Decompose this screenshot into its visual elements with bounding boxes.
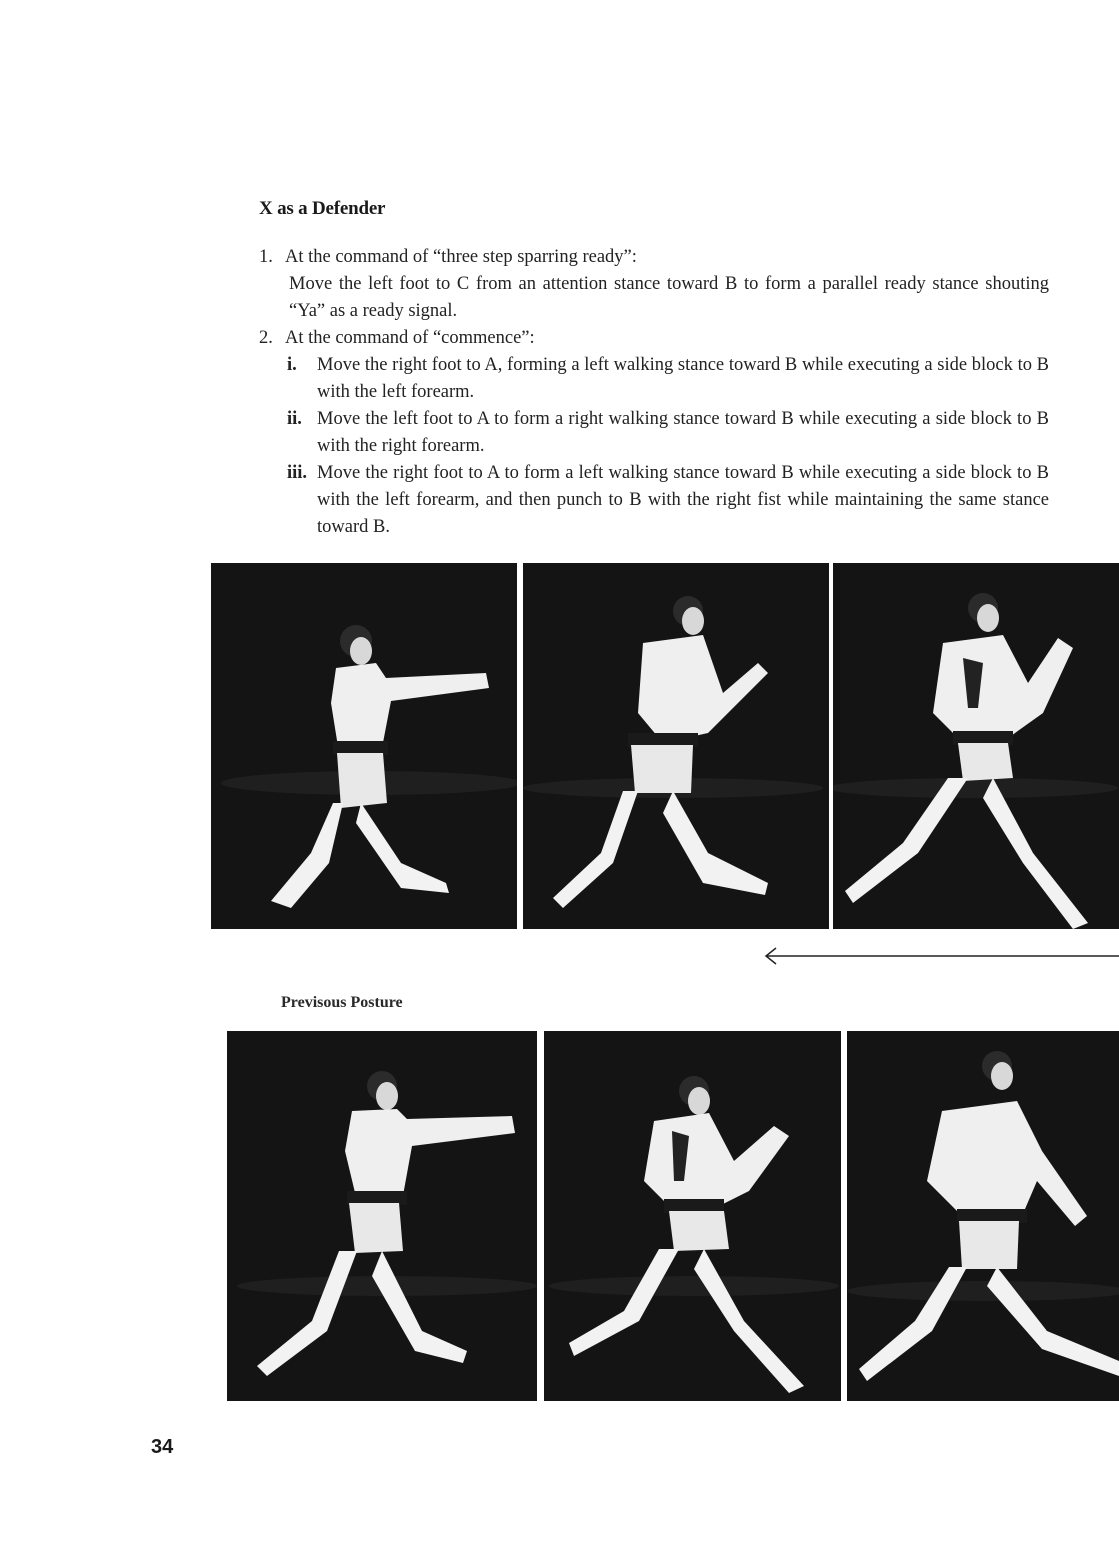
substep-numeral: iii.	[287, 463, 308, 483]
photo-bottom-3	[847, 1031, 1119, 1401]
martial-artist-figure-icon	[523, 563, 829, 929]
substep-text: Move the left foot to A to form a right walking stance toward B while executing a side block to B with the right forearm.	[317, 409, 1049, 456]
photo-bottom-2	[544, 1031, 841, 1401]
photo-top-1	[211, 563, 517, 929]
substep-ii	[259, 406, 1049, 460]
photo-bottom-1	[227, 1031, 537, 1401]
page-number: 34	[151, 1436, 174, 1458]
step-detail: Move the left foot to C from an attention stance toward B to form a parallel ready stance shouting “Ya” as a ready signal.	[289, 274, 1049, 321]
substep-numeral: ii.	[287, 409, 302, 429]
substep-i	[259, 352, 1049, 406]
caption-previous-posture: Previsous Posture	[281, 994, 403, 1011]
section-heading: X as a Defender	[259, 198, 386, 219]
step-2	[259, 325, 1049, 541]
martial-artist-figure-icon	[544, 1031, 841, 1401]
instructions	[259, 244, 1049, 541]
substep-text: Move the right foot to A, forming a left walking stance toward B while executing a side block to B with the left forearm.	[317, 355, 1049, 402]
step-1	[259, 244, 1049, 325]
substep-numeral: i.	[287, 355, 297, 375]
step-number: 2.	[259, 328, 273, 348]
martial-artist-figure-icon	[211, 563, 517, 929]
step-command: At the command of “three step sparring ready”:	[285, 247, 637, 267]
arrow-left-icon	[762, 946, 1119, 966]
step-command: At the command of “commence”:	[285, 328, 535, 348]
substep-text: Move the right foot to A to form a left walking stance toward B while executing a side block to B with the left forearm, and then punch to B with the right fist while maintaining the same stance toward B.	[317, 463, 1049, 537]
martial-artist-figure-icon	[227, 1031, 537, 1401]
photo-top-3	[833, 563, 1119, 929]
substep-iii	[259, 460, 1049, 541]
martial-artist-figure-icon	[833, 563, 1119, 929]
substep-list	[259, 352, 1049, 541]
photo-top-2	[523, 563, 829, 929]
step-number: 1.	[259, 247, 273, 267]
martial-artist-figure-icon	[847, 1031, 1119, 1401]
